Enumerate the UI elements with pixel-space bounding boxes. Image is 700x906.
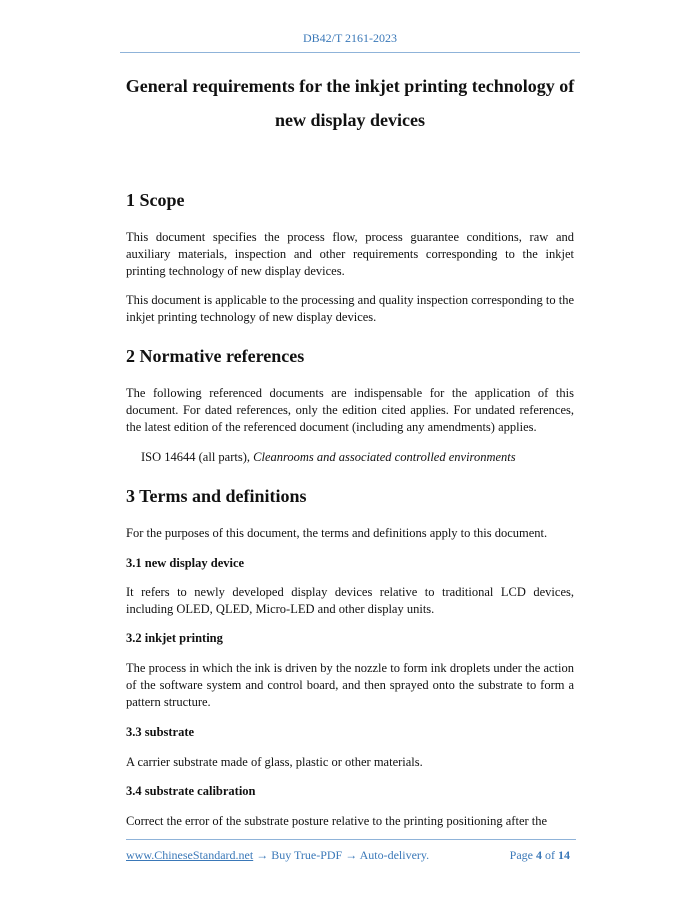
footer-page-indicator <box>510 848 570 863</box>
page-total: 14 <box>558 848 570 862</box>
footer-arrow-icon: → <box>253 848 272 862</box>
section-heading-scope: 1 Scope <box>126 190 185 210</box>
normative-paragraph: The following referenced documents are indispensable for the application of this document. For dated references, only the edition cited applies. For undated references, the latest edition of the referenced document (including any amendments) applies. <box>126 386 574 434</box>
scope-paragraph-2: This document is applicable to the processing and quality inspection corresponding to the inkjet printing technology of new display devices. <box>126 293 574 324</box>
footer-divider <box>126 839 576 840</box>
header-doc-code: DB42/T 2161-2023 <box>302 31 398 45</box>
term-definition-3-2: The process in which the ink is driven by the nozzle to form ink droplets under the action of the software system and control board, and then sprayed onto the substrate to form a pattern structure. <box>126 661 574 709</box>
header-divider <box>120 52 580 53</box>
footer-website-link[interactable]: www.ChineseStandard.net <box>126 848 254 862</box>
page-current: 4 <box>536 848 542 862</box>
footer-links <box>126 848 429 863</box>
term-heading-3-2: 3.2 inkjet printing <box>126 631 223 645</box>
scope-paragraph-1: This document specifies the process flow, process guarantee conditions, raw and auxiliary materials, inspection and other requirements corresponding to the inkjet printing technology of new display devices. <box>126 230 574 278</box>
term-definition-3-4: Correct the error of the substrate posture relative to the printing positioning after the <box>126 814 548 828</box>
footer-buy-text: Buy True-PDF <box>271 848 343 862</box>
term-heading-3-1: 3.1 new display device <box>126 556 245 570</box>
normative-reference-item <box>141 449 516 465</box>
section-heading-terms: 3 Terms and definitions <box>126 486 307 506</box>
footer-delivery-text: Auto-delivery. <box>359 848 430 862</box>
page-label: Page <box>509 848 533 862</box>
reference-title: Cleanrooms and associated controlled environments <box>253 450 516 464</box>
term-definition-3-3: A carrier substrate made of glass, plastic or other materials. <box>126 755 423 769</box>
term-definition-3-1: It refers to newly developed display devices relative to traditional LCD devices, including OLED, QLED, Micro-LED and other display units. <box>126 585 574 616</box>
term-heading-3-4: 3.4 substrate calibration <box>126 784 256 798</box>
document-title-line-1: General requirements for the inkjet printing technology of <box>125 76 575 96</box>
document-title-line-2: new display devices <box>274 110 425 130</box>
terms-intro: For the purposes of this document, the terms and definitions apply to this document. <box>126 526 548 540</box>
page-of: of <box>545 848 555 862</box>
section-heading-normative-references: 2 Normative references <box>126 346 305 366</box>
term-heading-3-3: 3.3 substrate <box>126 725 195 739</box>
reference-code: ISO 14644 (all parts), <box>141 450 251 464</box>
footer-arrow-icon: → <box>342 848 360 862</box>
